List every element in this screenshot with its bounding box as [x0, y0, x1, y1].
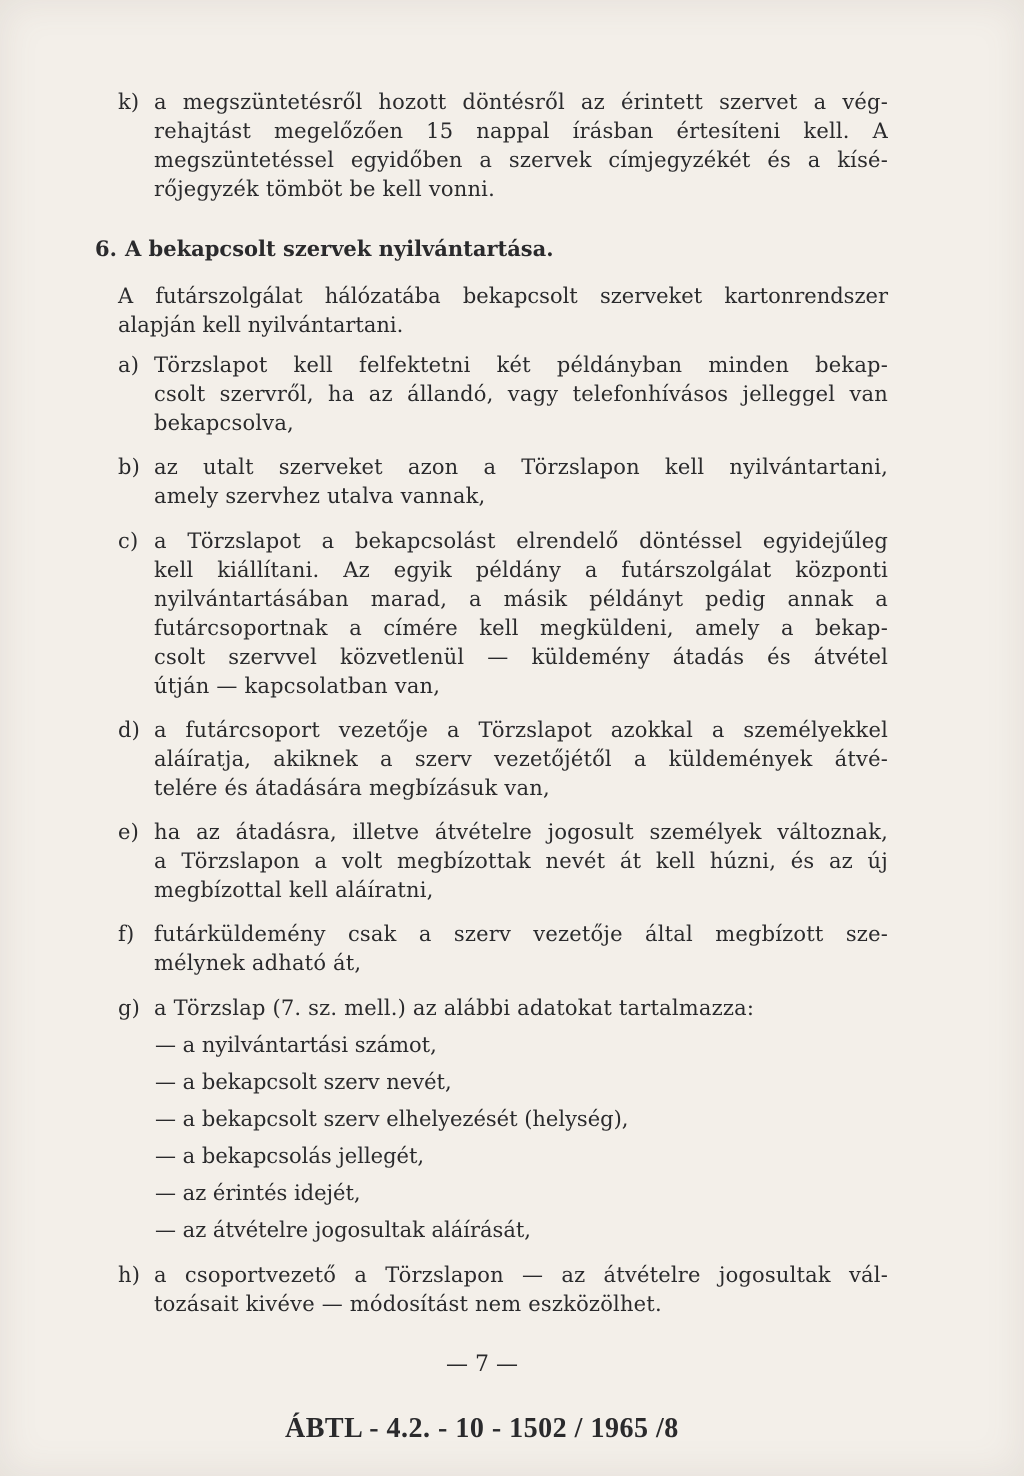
text-line: a Törzslapon a volt megbízottak nevét át kell húzni, és az új: [154, 849, 888, 873]
text-line: alapján kell nyilvántartani.: [118, 313, 404, 337]
text-line: bekapcsolva,: [154, 411, 294, 435]
g-list-item: — a nyilvántartási számot,: [155, 1033, 437, 1057]
text-line: futárküldemény csak a szerv vezetője által megbízott sze-: [154, 922, 888, 946]
text-line: a futárcsoport vezetője a Törzslapot azokkal a személyekkel: [154, 718, 888, 742]
text-line: ha az átadásra, illetve átvételre jogosult személyek változnak,: [154, 820, 888, 844]
list-item-g: [118, 994, 888, 1023]
text-line: rőjegyzék tömböt be kell vonni.: [154, 177, 495, 201]
item-label: h): [118, 1263, 141, 1287]
text-line: tozásait kivéve — módosítást nem eszközölhet.: [154, 1292, 662, 1316]
text-line: mélynek adható át,: [154, 951, 362, 975]
item-text: [154, 453, 888, 511]
item-text: [154, 88, 888, 204]
item-label: e): [118, 820, 140, 844]
text-line: megszüntetéssel egyidőben a szervek címjegyzékét és a kísé-: [154, 148, 888, 172]
list-item-a: [118, 351, 888, 438]
text-line: csolt szervről, ha az állandó, vagy telefonhívásos jelleggel van: [154, 382, 888, 406]
item-text: [154, 351, 888, 438]
item-text: [154, 1261, 888, 1319]
item-label: d): [118, 718, 141, 742]
item-text: [154, 994, 888, 1023]
list-item-f: [118, 920, 888, 978]
g-list-item: — az érintés idejét,: [155, 1181, 361, 1205]
text-line: útján — kapcsolatban van,: [154, 674, 441, 698]
list-item-c: [118, 527, 888, 701]
text-line: a csoportvezető a Törzslapon — az átvételre jogosultak vál-: [154, 1263, 888, 1287]
list-item-d: [118, 716, 888, 803]
item-label: k): [118, 90, 140, 114]
section-intro: [118, 282, 888, 340]
item-text: [154, 920, 888, 978]
g-list-item: — a bekapcsolt szerv nevét,: [155, 1070, 452, 1094]
text-line: A futárszolgálat hálózatába bekapcsolt szerveket kartonrendszer: [118, 284, 888, 308]
text-line: Törzslapot kell felfektetni két példányban minden bekap-: [154, 353, 888, 377]
text-line: nyilvántartásában marad, a másik példányt pedig annak a: [154, 587, 888, 611]
archive-reference-stamp: ÁBTL - 4.2. - 10 - 1502 / 1965 /8: [285, 1413, 679, 1444]
text-line: a megszüntetésről hozott döntésről az érintett szervet a vég-: [154, 90, 888, 114]
text-line: telére és átadására megbízásuk van,: [154, 776, 550, 800]
section-title: A bekapcsolt szervek nyilvántartása.: [124, 236, 554, 261]
text-line: aláíratja, akiknek a szerv vezetőjétől a küldemények átvé-: [154, 747, 888, 771]
g-list-item: — a bekapcsolás jellegét,: [155, 1144, 425, 1168]
g-list-item: — az átvételre jogosultak aláírását,: [155, 1218, 531, 1242]
text-line: csolt szervvel közvetlenül — küldemény átadás és átvétel: [154, 645, 888, 669]
list-item-e: [118, 818, 888, 905]
item-text: [154, 818, 888, 905]
page-number: — 7 —: [446, 1352, 518, 1377]
text-line: a Törzslapot a bekapcsolást elrendelő döntéssel egyidejűleg: [154, 529, 888, 553]
section-heading: [95, 236, 554, 261]
text-line: rehajtást megelőzően 15 nappal írásban értesíteni kell. A: [154, 119, 888, 143]
text-line: kell kiállítani. Az egyik példány a futárszolgálat központi: [154, 558, 888, 582]
item-text: [154, 716, 888, 803]
text-line: az utalt szerveket azon a Törzslapon kell nyilvántartani,: [154, 455, 888, 479]
section-number: 6.: [95, 236, 117, 261]
text-line: futárcsoportnak a címére kell megküldeni, amely a bekap-: [154, 616, 888, 640]
text-line: megbízottal kell aláíratni,: [154, 878, 434, 902]
text-line: amely szervhez utalva vannak,: [154, 484, 486, 508]
item-label: f): [118, 922, 135, 946]
item-label: a): [118, 353, 140, 377]
list-item-h: [118, 1261, 888, 1319]
item-text: [154, 527, 888, 701]
list-item-k: [118, 88, 888, 204]
item-label: c): [118, 529, 139, 553]
item-label: g): [118, 996, 141, 1020]
list-item-b: [118, 453, 888, 511]
text-line: a Törzslap (7. sz. mell.) az alábbi adatokat tartalmazza:: [154, 996, 755, 1020]
item-label: b): [118, 455, 141, 479]
g-list-item: — a bekapcsolt szerv elhelyezését (helység),: [155, 1107, 629, 1131]
